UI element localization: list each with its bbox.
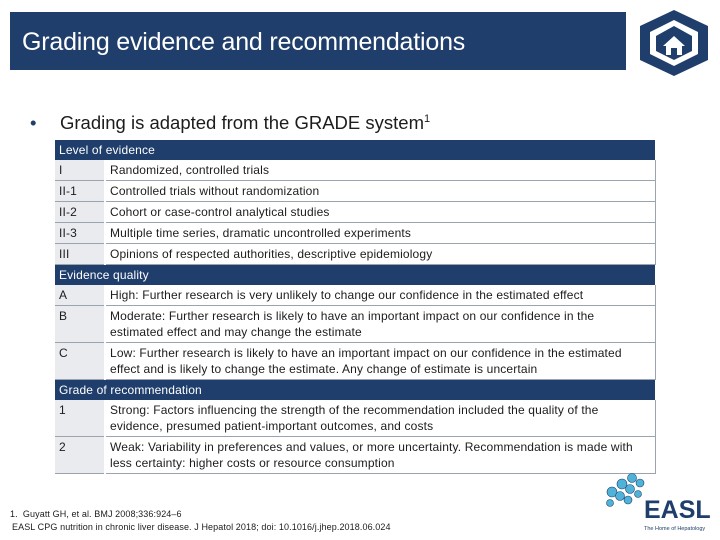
bullet-text-main: Grading is adapted from the GRADE system: [60, 112, 424, 133]
row-description: Weak: Variability in preferences and values, or more uncertainty. Recommendation is made with less certainty: higher costs or resource consumption: [105, 437, 655, 474]
row-description: Opinions of respected authorities, descriptive epidemiology: [105, 244, 655, 265]
table-row: [55, 400, 655, 437]
table-row: [55, 437, 655, 474]
row-code: III: [55, 244, 105, 265]
section-heading: Level of evidence: [55, 140, 655, 160]
row-description: Strong: Factors influencing the strength of the recommendation included the quality of the evidence, presumed patient-important outcomes, and costs: [105, 400, 655, 437]
row-description: Controlled trials without randomization: [105, 181, 655, 202]
section-header-row: [55, 380, 655, 401]
section-header-row: [55, 140, 655, 160]
row-code: B: [55, 306, 105, 343]
table-row: [55, 343, 655, 380]
row-code: 1: [55, 400, 105, 437]
row-code: C: [55, 343, 105, 380]
page-title: Grading evidence and recommendations: [22, 28, 466, 56]
row-code: I: [55, 160, 105, 181]
row-description: Multiple time series, dramatic uncontrolled experiments: [105, 223, 655, 244]
row-code: II-3: [55, 223, 105, 244]
section-heading: Evidence quality: [55, 265, 655, 286]
section-heading: Grade of recommendation: [55, 380, 655, 401]
table-row: [55, 202, 655, 223]
footnote-reference-line: [10, 508, 391, 521]
footnote-number: 1.: [10, 509, 18, 519]
bullet-text: [60, 112, 430, 134]
bullet-superscript: 1: [423, 113, 431, 125]
row-description: High: Further research is very unlikely to change our confidence in the estimated effect: [105, 285, 655, 306]
table-row: [55, 285, 655, 306]
row-code: A: [55, 285, 105, 306]
table-row: [55, 306, 655, 343]
row-code: II-2: [55, 202, 105, 223]
section-header-row: [55, 265, 655, 286]
footnote-reference: Guyatt GH, et al. BMJ 2008;336:924–6: [22, 509, 182, 519]
logo-dots-icon: [607, 474, 645, 507]
row-code: II-1: [55, 181, 105, 202]
row-description: Randomized, controlled trials: [105, 160, 655, 181]
logo-tagline: The Home of Hepatology: [644, 526, 706, 532]
footnote: [10, 508, 391, 534]
table-row: [55, 160, 655, 181]
footnote-citation: EASL CPG nutrition in chronic liver disease. J Hepatol 2018; doi: 10.1016/j.jhep.2018.06.024: [12, 522, 391, 532]
slide-header: [0, 0, 720, 80]
row-description: Low: Further research is likely to have an important impact on our confidence in the estimated effect and is likely to change the estimate. Any change of estimate is uncertain: [105, 343, 655, 380]
table-row: [55, 181, 655, 202]
bullet-marker: •: [30, 112, 37, 133]
row-description: Moderate: Further research is likely to have an important impact on our confidence in the estimated effect and may change the estimate: [105, 306, 655, 343]
home-icon[interactable]: [636, 8, 712, 78]
logo-text: EASL: [644, 496, 711, 524]
table-row: [55, 244, 655, 265]
easl-logo: [600, 470, 715, 536]
row-code: 2: [55, 437, 105, 474]
row-description: Cohort or case-control analytical studies: [105, 202, 655, 223]
grading-table-body: [55, 140, 655, 474]
grading-table: [55, 140, 656, 474]
table-row: [55, 223, 655, 244]
